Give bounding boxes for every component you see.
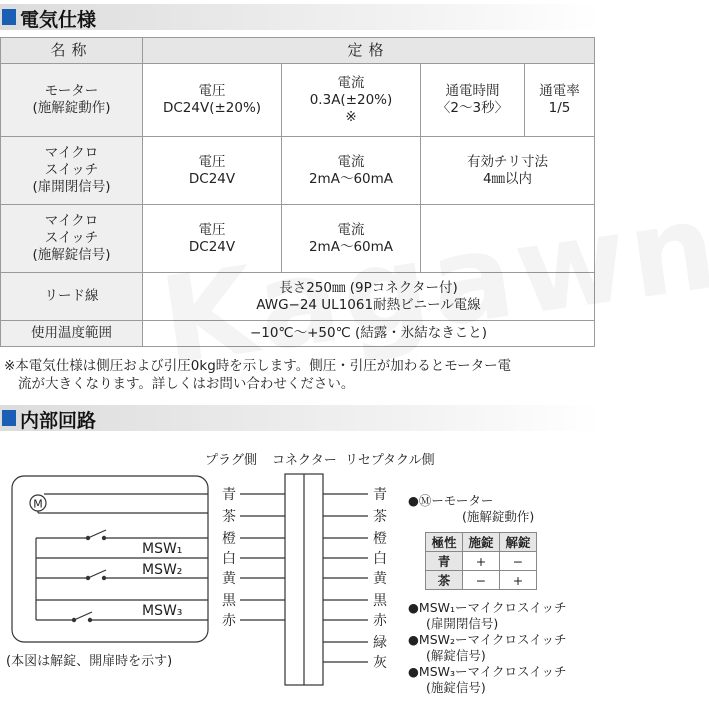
plug-side-label: プラグ側 xyxy=(205,453,258,468)
polarity-table: 極性 施錠 解錠 青 + − 茶 − + xyxy=(425,532,537,590)
cell-current: 電流 2mA〜60mA xyxy=(282,205,421,273)
row-name: マイクロ スイッチ (扉開閉信号) xyxy=(1,137,143,205)
cell-duration: 通電時間 〈2〜3秒〉 xyxy=(421,64,525,137)
svg-text:白: 白 xyxy=(222,551,236,567)
table-row-msw-lock xyxy=(1,205,595,273)
cell-duty-ratio: 通電率 1/5 xyxy=(525,64,595,137)
cell-current: 電流 2mA〜60mA xyxy=(282,137,421,205)
svg-text:白: 白 xyxy=(373,551,387,567)
svg-text:赤: 赤 xyxy=(373,613,387,629)
legend-motor: ●Ⓜーモーター xyxy=(408,493,494,508)
receptacle-side-label: リセプタクル側 xyxy=(345,453,435,468)
header-name: 名称 xyxy=(1,38,143,64)
switch-legend: ●MSW₁ーマイクロスイッチ (扉開閉信号) ●MSW₂ーマイクロスイッチ (解錠信号) ●MSW₃ーマイクロスイッチ (施錠信号) xyxy=(408,600,567,695)
cell-voltage: 電圧 DC24V xyxy=(143,205,282,273)
svg-text:黒: 黒 xyxy=(373,593,387,609)
svg-text:M: M xyxy=(33,497,43,511)
spec-section-header xyxy=(0,4,600,30)
svg-text:黄: 黄 xyxy=(373,571,387,587)
row-name: モーター (施解錠動作) xyxy=(1,64,143,137)
row-name: マイクロ スイッチ (施解錠信号) xyxy=(1,205,143,273)
table-row-lead-wire xyxy=(1,273,595,321)
circuit-section-title: 内部回路 xyxy=(20,410,97,432)
connector-label: コネクター xyxy=(272,453,337,468)
row-name: リード線 xyxy=(1,273,143,321)
receptacle-wire-labels xyxy=(373,486,388,671)
spec-section-title: 電気仕様 xyxy=(20,9,97,31)
spec-note: ※本電気仕様は側圧および引圧0kg時を示します。側圧・引圧が加わるとモーター電 流が大きくなります。詳しくはお問い合わせください。 xyxy=(4,358,512,392)
svg-text:橙: 橙 xyxy=(222,531,236,547)
svg-text:茶: 茶 xyxy=(373,509,387,525)
section-marker xyxy=(2,9,16,25)
circuit-legend xyxy=(408,493,534,525)
cell-temperature-range: −10℃〜+50℃ (結露・氷結なきこと) xyxy=(143,321,595,347)
svg-text:青: 青 xyxy=(222,487,236,503)
cell-voltage: 電圧 DC24V(±20%) xyxy=(143,64,282,137)
electrical-spec-table xyxy=(0,37,595,347)
table-row-msw-door xyxy=(1,137,595,205)
svg-text:灰: 灰 xyxy=(373,655,387,671)
svg-text:黄: 黄 xyxy=(222,571,236,587)
msw3-label: MSW₃ xyxy=(142,603,183,619)
table-row-motor xyxy=(1,64,595,137)
table-row-temperature xyxy=(1,321,595,347)
legend-motor-sub: (施解錠動作) xyxy=(462,509,535,524)
msw2-label: MSW₂ xyxy=(142,562,183,578)
row-name: 使用温度範囲 xyxy=(1,321,143,347)
svg-text:茶: 茶 xyxy=(222,509,236,525)
svg-text:黒: 黒 xyxy=(222,593,236,609)
motor-symbol xyxy=(30,495,46,511)
cell-voltage: 電圧 DC24V xyxy=(143,137,282,205)
table-header-row xyxy=(1,38,595,64)
svg-text:青: 青 xyxy=(373,487,387,503)
cell-lead-wire-spec: 長さ250㎜ (9Pコネクター付) AWG−24 UL1061耐熱ビニール電線 xyxy=(143,273,595,321)
circuit-caption: (本図は解錠、開扉時を示す) xyxy=(6,654,173,669)
legend-msw2: ●MSW₂ーマイクロスイッチ xyxy=(408,632,567,647)
cell-clearance: 有効チリ寸法 4㎜以内 xyxy=(421,137,595,205)
svg-text:緑: 緑 xyxy=(373,635,387,651)
legend-msw1: ●MSW₁ーマイクロスイッチ xyxy=(408,600,567,615)
legend-msw3: ●MSW₃ーマイクロスイッチ xyxy=(408,664,567,679)
svg-text:赤: 赤 xyxy=(222,613,236,629)
cell-current: 電流 0.3A(±20%) ※ xyxy=(282,64,421,137)
circuit-section-header xyxy=(0,405,600,431)
section-marker xyxy=(2,410,16,426)
plug-wire-labels xyxy=(222,486,237,629)
msw1-label: MSW₁ xyxy=(142,541,183,557)
svg-text:橙: 橙 xyxy=(373,531,387,547)
cell-empty xyxy=(421,205,595,273)
header-rating: 定格 xyxy=(143,38,595,64)
